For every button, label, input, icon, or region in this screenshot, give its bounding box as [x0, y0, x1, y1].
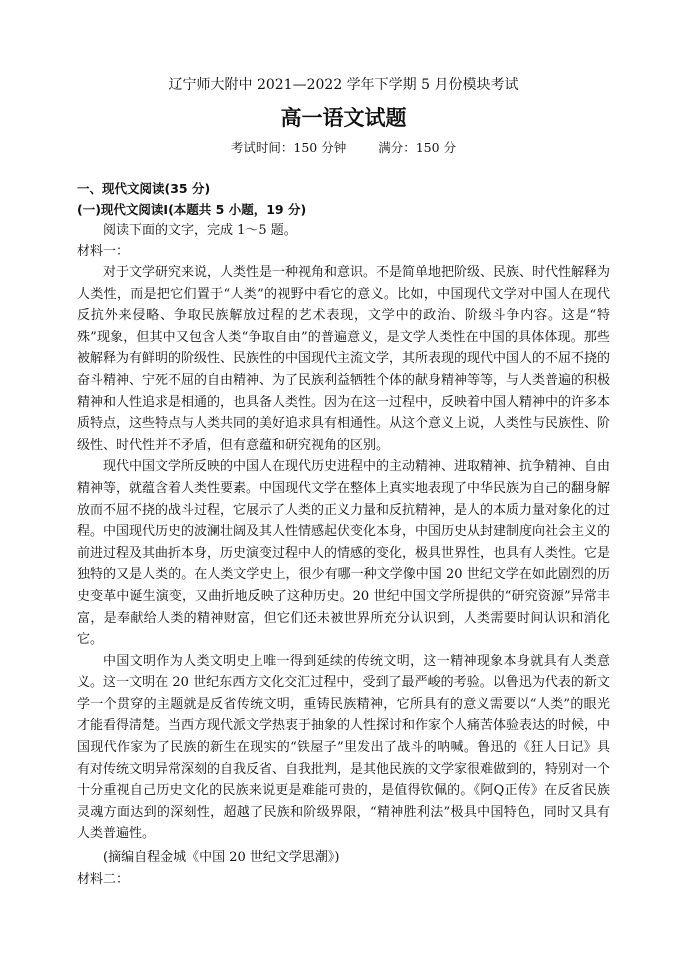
- exam-time: 考试时间：150 分钟: [230, 140, 347, 155]
- material-two-label: 材料二：: [77, 872, 130, 888]
- reading-instruction: 阅读下面的文字，完成 1～5 题。: [103, 223, 297, 238]
- material-one-label: 材料一：: [77, 244, 130, 259]
- exam-score: 满分：150 分: [378, 140, 457, 155]
- paragraph: 现代中国文学所反映的中国人在现代历史进程中的主动精神、进取精神、抗争精神、自由精神等，就蕴含着人类性要素。中国现代文学在整体上真实地表现了中华民族为自己的翻身解放而不屈不挠的战斗过程，它展示了人类的正义力量和反抗精神，是人的本质力量对象化的过程。中国现代历史的波澜壮阔及其人性情感起伏变化本身，中国历史从封建制度向社会主义的前进过程及其曲折本身，历史演变过程中人的情感的变化，极具世界性，也具有人类性。它是独特的又是人类的。在人类文学史上，很少有哪一种文学像中国 20 世纪文学在如此剧烈的历史变革中诞生演变，又曲折地反映了这种历史。20 世纪中国文学所提供的“研究资源”异常丰富，是奉献给人类的精神财富，但它们还未被世界所充分认识到，人类需要时间认识和消化它。: [77, 459, 611, 648]
- school-header: 辽宁师大附中 2021—2022 学年下学期 5 月份模块考试: [168, 77, 519, 93]
- page-title: 高一语文试题: [280, 106, 407, 130]
- subsection-heading: (一)现代文阅读Ⅰ(本题共 5 小题，19 分): [77, 202, 307, 217]
- section-heading: 一、现代文阅读(35 分): [77, 181, 211, 196]
- source-citation: (摘编自程金城《中国 20 世纪文学思潮》): [103, 850, 340, 866]
- paragraph: 中国文明作为人类文明史上唯一得到延续的传统文明，这一精神现象本身就具有人类意义。这一文明在 20 世纪东西方文化交汇过程中，受到了最严峻的考验。以鲁迅为代表的新文学一个贯穿的主题就是反省传统文明，重铸民族精神，它所具有的意义需要以“人类”的眼光才能看得清楚。当西方现代派文学热衷于抽象的人性探讨和作家个人痛苦体验表达的时候，中国现代作家为了民族的新生在现实的“铁屋子”里发出了战斗的呐喊。鲁迅的《狂人日记》具有对传统文明异常深刻的自我反省、自我批判，是其他民族的文学家很难做到的，特别对一个十分重视自己历史文化的民族来说更是难能可贵的，是值得钦佩的。《阿Q正传》在反省民族灵魂方面达到的深刻性，超越了民族和阶级界限，“精神胜利法”极具中国特色，同时又具有人类普遍性。: [77, 653, 611, 842]
- paragraph: 对于文学研究来说，人类性是一种视角和意识。不是简单地把阶级、民族、时代性解释为人类性，而是把它们置于“人类”的视野中看它的意义。比如，中国现代文学对中国人在现代反抗外来侵略、争取民族解放过程的艺术表现，文学中的政治、阶级斗争内容。这是“特殊”现象，但其中又包含人类“争取自由”的普遍意义，是文学人类性在中国的具体体现。那些被解释为有鲜明的阶级性、民族性的中国现代主流文学，其所表现的现代中国人的不屈不挠的奋斗精神、宁死不屈的自由精神、为了民族利益牺牲个体的献身精神等等，与人类普遍的积极精神和人性追求是相通的，也具备人类性。因为在这一过程中，反映着中国人精神中的许多本质特点，这些特点与人类共同的美好追求具有相通性。从这个意义上说，人类性与民族性、阶级性、时代性并不矛盾，但有意蕴和研究视角的区别。: [77, 265, 611, 453]
- exam-info: [77, 138, 610, 158]
